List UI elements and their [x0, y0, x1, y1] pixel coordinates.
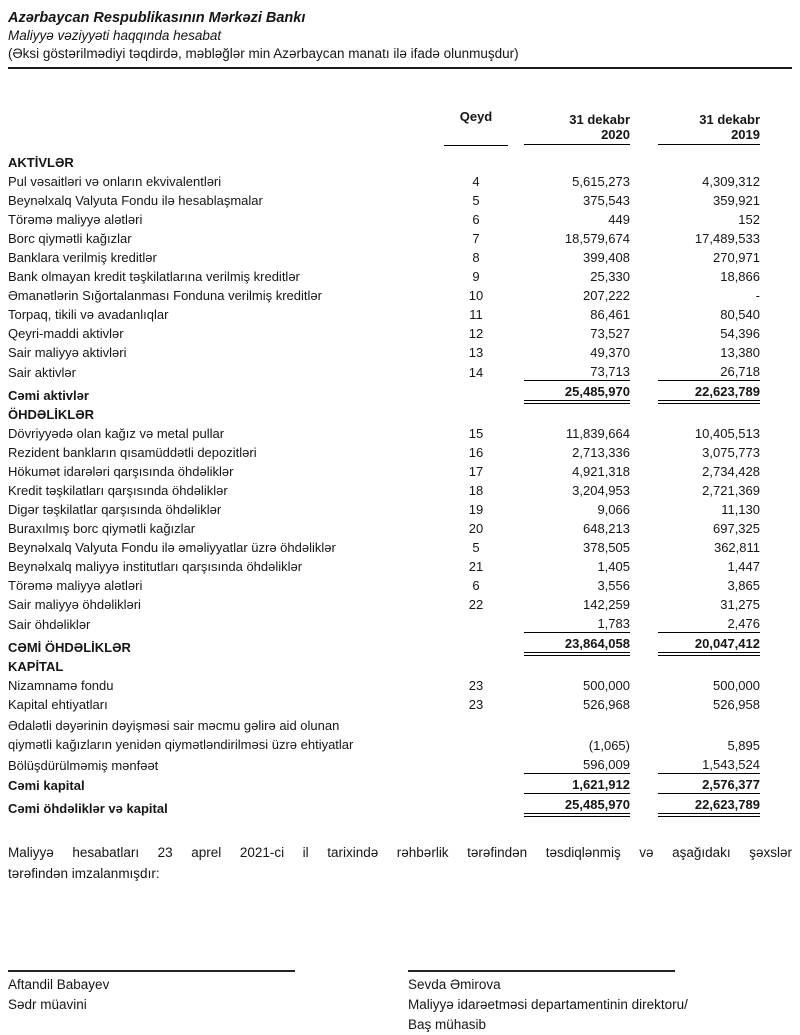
signature-block	[408, 970, 688, 1035]
row-label: Hökumət idarələri qarşısında öhdəliklər	[8, 464, 234, 479]
row-value-2020: 207,222	[583, 288, 630, 303]
row-value-2020: 4,921,318	[572, 464, 630, 479]
col-2020-header	[524, 109, 630, 145]
row-value-2019: 697,325	[713, 521, 760, 536]
row-value-2020: 25,330	[590, 269, 630, 284]
table-row	[8, 774, 760, 794]
row-value-2019: 2,721,369	[702, 483, 760, 498]
row-value-2019-cell	[630, 461, 760, 480]
row-qeyd: 14	[468, 365, 484, 380]
row-value-2019: 2,476	[658, 616, 760, 633]
row-value-2019-cell	[630, 304, 760, 323]
row-value-2020: 399,408	[583, 250, 630, 265]
empty-header-cell	[8, 109, 440, 147]
row-value-2020-cell	[512, 537, 630, 556]
row-value-2019: 270,971	[713, 250, 760, 265]
row-value-2019: 13,380	[720, 345, 760, 360]
row-value-2019: 3,075,773	[702, 445, 760, 460]
table-row	[8, 381, 760, 404]
row-qeyd: 13	[468, 345, 484, 360]
row-value-2019: 80,540	[720, 307, 760, 322]
row-value-2019-cell	[630, 266, 760, 285]
row-value-2020-cell	[512, 613, 630, 633]
row-value-2020-cell	[512, 575, 630, 594]
row-value-2020-cell	[512, 499, 630, 518]
section-title: ÖHDƏLİKLƏR	[8, 407, 95, 422]
row-label: Torpaq, tikili və avadanlıqlar	[8, 307, 169, 322]
row-value-2020-cell	[512, 266, 630, 285]
row-label: Pul vəsaitləri və onların ekvivalentləri	[8, 174, 222, 189]
row-value-2020: 18,579,674	[564, 231, 630, 246]
row-value-2020-cell	[512, 304, 630, 323]
row-value-2020-cell	[512, 480, 630, 499]
row-value-2020: 142,259	[583, 597, 630, 612]
table-row	[8, 304, 760, 323]
row-label-line1: Ədalətli dəyərinin dəyişməsi sair məcmu gəlirə aid olunan	[8, 718, 340, 733]
row-qeyd: 16	[468, 445, 484, 460]
row-value-2019-cell	[630, 228, 760, 247]
row-label: Cəmi öhdəliklər və kapital	[8, 801, 168, 816]
row-qeyd	[440, 713, 512, 754]
row-qeyd: 6	[472, 212, 480, 227]
table-row	[8, 361, 760, 381]
row-value-2020-cell	[512, 342, 630, 361]
row-value-2020: 25,485,970	[524, 797, 630, 817]
table-row	[8, 556, 760, 575]
row-value-2019-cell	[630, 594, 760, 613]
header-rule	[8, 67, 792, 69]
row-value-2019: 22,623,789	[658, 384, 760, 404]
row-qeyd: 17	[468, 464, 484, 479]
table-row	[8, 190, 760, 209]
row-value-2020-cell	[512, 518, 630, 537]
row-qeyd: 10	[468, 288, 484, 303]
row-value-2020: 11,839,664	[565, 426, 630, 441]
row-qeyd	[440, 633, 512, 656]
row-value-2020-cell	[512, 754, 630, 774]
row-value-2019: 1,543,524	[658, 757, 760, 774]
table-row	[8, 247, 760, 266]
section-title: AKTİVLƏR	[8, 155, 74, 170]
row-value-2020-cell	[512, 675, 630, 694]
row-qeyd	[440, 381, 512, 404]
table-row	[8, 266, 760, 285]
row-label: Sair maliyyə aktivləri	[8, 345, 127, 360]
row-value-2020-cell	[512, 171, 630, 190]
col-2019-line1: 31 dekabr	[699, 112, 760, 127]
table-row	[8, 694, 760, 713]
row-value-2020: 86,461	[590, 307, 630, 322]
row-qeyd	[440, 774, 512, 794]
row-value-2019-cell	[630, 423, 760, 442]
row-value-2019: 526,958	[713, 697, 760, 712]
row-value-2020: 23,864,058	[524, 636, 630, 656]
row-label: Buraxılmış borc qiymətli kağızlar	[8, 521, 196, 536]
section-header-row	[8, 656, 760, 675]
row-label: Beynəlxalq maliyyə institutları qarşısında öhdəliklər	[8, 559, 303, 574]
row-value-2020: 1,783	[524, 616, 630, 633]
row-value-2019-cell	[630, 247, 760, 266]
table-row	[8, 613, 760, 633]
col-2020-header-cell	[512, 109, 630, 147]
row-value-2019-cell	[630, 190, 760, 209]
row-value-2019: 20,047,412	[658, 636, 760, 656]
table-row	[8, 794, 760, 817]
row-label: Kapital ehtiyatları	[8, 697, 108, 712]
row-value-2020-cell	[512, 556, 630, 575]
row-value-2019-cell	[630, 556, 760, 575]
row-qeyd: 5	[472, 193, 480, 208]
row-value-2020: 3,204,953	[572, 483, 630, 498]
col-2019-header	[658, 109, 760, 145]
row-value-2020-cell	[512, 209, 630, 228]
table-header	[8, 109, 760, 147]
row-value-2020: 49,370	[590, 345, 630, 360]
row-value-2019: 3,865	[727, 578, 760, 593]
table-row	[8, 575, 760, 594]
row-qeyd: 12	[468, 326, 484, 341]
table-row	[8, 171, 760, 190]
signature-line	[8, 970, 295, 972]
row-label: Borc qiymətli kağızlar	[8, 231, 132, 246]
row-value-2020: 500,000	[583, 678, 630, 693]
table-row	[8, 675, 760, 694]
row-label: Digər təşkilatlar qarşısında öhdəliklər	[8, 502, 222, 517]
row-value-2019: 18,866	[720, 269, 760, 284]
table-row	[8, 285, 760, 304]
signatory-title: Maliyyə idarəetməsi departamentinin direktoru/	[408, 997, 688, 1012]
section-title: KAPİTAL	[8, 659, 64, 674]
row-value-2019-cell	[630, 342, 760, 361]
table-row	[8, 480, 760, 499]
row-value-2019-cell	[630, 694, 760, 713]
section-header-row	[8, 404, 760, 423]
balance-sheet-table	[8, 109, 760, 817]
row-label: Əmanətlərin Sığortalanması Fonduna verilmiş kreditlər	[8, 288, 322, 303]
row-value-2019-cell	[630, 633, 760, 656]
row-label: Cəmi aktivlər	[8, 388, 89, 403]
org-name: Azərbaycan Respublikasının Mərkəzi Bankı	[8, 10, 306, 26]
signature-block	[8, 970, 408, 1035]
row-qeyd: 8	[472, 250, 480, 265]
row-value-2020: 596,009	[524, 757, 630, 774]
row-value-2019-cell	[630, 285, 760, 304]
row-value-2019: 2,734,428	[702, 464, 760, 479]
row-label: CƏMİ ÖHDƏLİKLƏR	[8, 640, 131, 655]
table-row	[8, 423, 760, 442]
row-label-line2: qiymətli kağızların yenidən qiymətləndirilməsi üzrə ehtiyatlar	[8, 737, 354, 752]
row-qeyd: 6	[472, 578, 480, 593]
row-value-2019: 10,405,513	[694, 426, 760, 441]
table-row	[8, 442, 760, 461]
row-value-2020-cell	[512, 713, 630, 754]
row-value-2019-cell	[630, 209, 760, 228]
signature-line	[408, 970, 675, 972]
row-value-2020: 3,556	[597, 578, 630, 593]
col-2019-header-cell	[630, 109, 760, 147]
row-label: Beynəlxalq Valyuta Fondu ilə hesablaşmalar	[8, 193, 263, 208]
row-value-2019: 2,576,377	[658, 777, 760, 794]
row-value-2019-cell	[630, 575, 760, 594]
row-value-2020: 378,505	[583, 540, 630, 555]
units-note: (Əksi göstərilmədiyi təqdirdə, məbləğlər min Azərbaycan manatı ilə ifadə olunmuşdur)	[8, 46, 519, 61]
row-label: Beynəlxalq Valyuta Fondu ilə əməliyyatlar üzrə öhdəliklər	[8, 540, 336, 555]
row-value-2020: 1,621,912	[524, 777, 630, 794]
row-value-2019-cell	[630, 754, 760, 774]
table-row	[8, 518, 760, 537]
signatory-name: Sevda Əmirova	[408, 977, 501, 992]
row-label: Dövriyyədə olan kağız və metal pullar	[8, 426, 225, 441]
row-value-2020: 73,713	[524, 364, 630, 381]
row-value-2020: 449	[608, 212, 630, 227]
row-value-2019: 1,447	[727, 559, 760, 574]
row-value-2019-cell	[630, 537, 760, 556]
table-row	[8, 342, 760, 361]
balance-table-body	[8, 147, 760, 817]
row-qeyd	[440, 754, 512, 774]
row-value-2019-cell	[630, 499, 760, 518]
table-row	[8, 209, 760, 228]
table-row	[8, 323, 760, 342]
table-row	[8, 228, 760, 247]
row-value-2020: (1,065)	[588, 738, 630, 753]
row-qeyd	[440, 613, 512, 633]
approval-statement	[8, 842, 792, 884]
row-qeyd: 11	[469, 307, 483, 322]
row-qeyd: 18	[468, 483, 484, 498]
col-2020-line2: 2020	[601, 127, 630, 142]
row-value-2019-cell	[630, 774, 760, 794]
row-value-2020-cell	[512, 694, 630, 713]
row-value-2020-cell	[512, 633, 630, 656]
row-value-2020-cell	[512, 285, 630, 304]
row-value-2019-cell	[630, 794, 760, 817]
signatory-title: Sədr müavini	[8, 997, 87, 1012]
row-value-2019: 22,623,789	[658, 797, 760, 817]
row-value-2020-cell	[512, 247, 630, 266]
row-value-2020-cell	[512, 442, 630, 461]
table-row	[8, 461, 760, 480]
row-qeyd: 23	[468, 678, 484, 693]
row-value-2019: 11,130	[721, 502, 760, 517]
row-label: Bank olmayan kredit təşkilatlarına verilmiş kreditlər	[8, 269, 300, 284]
row-value-2020: 526,968	[583, 697, 630, 712]
row-value-2019-cell	[630, 381, 760, 404]
row-label: Qeyri-maddi aktivlər	[8, 326, 124, 341]
signatory-name: Aftandil Babayev	[8, 977, 110, 992]
signatory-title: Baş mühasib	[408, 1017, 487, 1032]
row-label: Rezident bankların qısamüddətli depozitləri	[8, 445, 257, 460]
row-qeyd: 19	[468, 502, 484, 517]
signature-blocks	[8, 970, 792, 1035]
row-label: Törəmə maliyyə alətləri	[8, 212, 143, 227]
row-qeyd: 5	[472, 540, 480, 555]
row-qeyd: 9	[472, 269, 480, 284]
row-label: Kredit təşkilatları qarşısında öhdəliklər	[8, 483, 228, 498]
row-value-2020: 9,066	[597, 502, 630, 517]
row-qeyd: 15	[468, 426, 484, 441]
row-label: Törəmə maliyyə alətləri	[8, 578, 143, 593]
row-value-2020-cell	[512, 361, 630, 381]
col-qeyd-label: Qeyd	[459, 109, 493, 124]
table-row	[8, 713, 760, 754]
row-value-2019: 4,309,312	[702, 174, 760, 189]
row-value-2019: 26,718	[658, 364, 760, 381]
col-qeyd-header	[444, 109, 508, 146]
row-value-2019-cell	[630, 442, 760, 461]
row-value-2019-cell	[630, 713, 760, 754]
row-value-2019-cell	[630, 613, 760, 633]
row-value-2020-cell	[512, 190, 630, 209]
row-label: Nizamnamə fondu	[8, 678, 114, 693]
row-qeyd: 22	[468, 597, 484, 612]
row-value-2020-cell	[512, 794, 630, 817]
row-label: Bölüşdürülməmiş mənfəət	[8, 758, 159, 773]
table-row	[8, 633, 760, 656]
section-header-row	[8, 147, 760, 171]
row-qeyd: 23	[468, 697, 484, 712]
row-value-2019: 152	[738, 212, 760, 227]
row-value-2019-cell	[630, 171, 760, 190]
row-value-2020: 1,405	[597, 559, 630, 574]
row-value-2020-cell	[512, 228, 630, 247]
row-value-2020-cell	[512, 461, 630, 480]
row-qeyd: 7	[472, 231, 480, 246]
row-value-2020: 648,213	[583, 521, 630, 536]
row-value-2020: 375,543	[583, 193, 630, 208]
col-qeyd-header-cell	[440, 109, 512, 147]
table-row	[8, 754, 760, 774]
row-qeyd: 4	[472, 174, 480, 189]
row-label: Cəmi kapital	[8, 778, 85, 793]
row-value-2019-cell	[630, 323, 760, 342]
row-value-2019: 17,489,533	[694, 231, 760, 246]
row-label: Sair öhdəliklər	[8, 617, 91, 632]
row-value-2019: 500,000	[713, 678, 760, 693]
row-value-2020-cell	[512, 423, 630, 442]
approval-line-2: tərəfindən imzalanmışdır:	[8, 866, 160, 881]
row-label: Banklara verilmiş kreditlər	[8, 250, 157, 265]
col-2020-line1: 31 dekabr	[569, 112, 630, 127]
row-value-2020: 5,615,273	[572, 174, 630, 189]
row-value-2019-cell	[630, 675, 760, 694]
row-value-2019: 31,275	[720, 597, 760, 612]
table-row	[8, 594, 760, 613]
row-value-2020: 25,485,970	[524, 384, 630, 404]
row-value-2019: 54,396	[720, 326, 760, 341]
row-value-2020: 73,527	[590, 326, 630, 341]
row-value-2020-cell	[512, 594, 630, 613]
row-label: Sair aktivlər	[8, 365, 76, 380]
row-qeyd: 21	[468, 559, 484, 574]
row-value-2019-cell	[630, 480, 760, 499]
table-row	[8, 537, 760, 556]
row-value-2019: 362,811	[713, 540, 760, 555]
row-value-2019: -	[755, 288, 760, 303]
report-title: Maliyyə vəziyyəti haqqında hesabat	[8, 28, 222, 43]
row-value-2019-cell	[630, 361, 760, 381]
row-value-2019: 5,895	[727, 738, 760, 753]
row-value-2020-cell	[512, 774, 630, 794]
row-value-2019: 359,921	[713, 193, 760, 208]
approval-line-1: Maliyyə hesabatları 23 aprel 2021-ci il tarixində rəhbərlik tərəfindən təsdiqlənmiş və aşağıdakı şəxslər	[8, 845, 792, 860]
row-value-2020: 2,713,336	[572, 445, 630, 460]
row-label	[8, 713, 440, 754]
table-row	[8, 499, 760, 518]
row-qeyd	[440, 794, 512, 817]
col-2019-line2: 2019	[731, 127, 760, 142]
row-label: Sair maliyyə öhdəlikləri	[8, 597, 141, 612]
table-header-row	[8, 109, 760, 147]
row-value-2019-cell	[630, 518, 760, 537]
row-value-2020-cell	[512, 323, 630, 342]
row-value-2020-cell	[512, 381, 630, 404]
row-qeyd: 20	[468, 521, 484, 536]
